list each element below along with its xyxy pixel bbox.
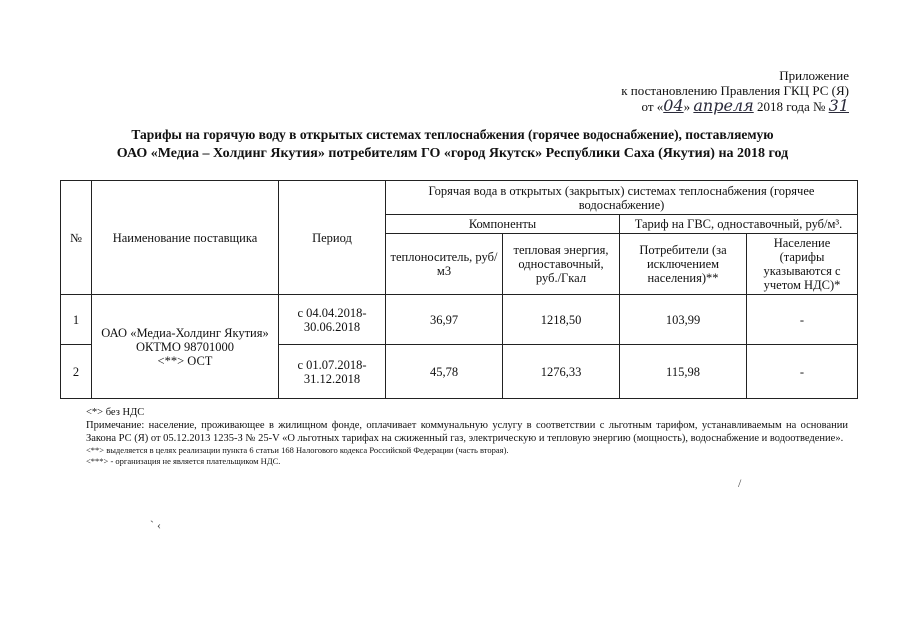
header-carrier: теплоноситель, руб/м3 <box>386 234 503 295</box>
note-tax-code: <**> выделяется в целях реализации пункта 6 статьи 168 Налогового кодекса Российской Федерации (часть вторая). <box>86 445 509 455</box>
row-no: 2 <box>61 345 92 399</box>
note-remark: Примечание: население, проживающее в жилищном фонде, оплачивает коммунальную услугу в соответствии с льготным тарифом, устанавливаемым на основании Закона РС (Я) от 05.12.2013 1235-З № 25-V «О льготных тарифах на сжиженный газ, электрическую и тепловую энергию (мощность), водоснабжение и водоотведение». <box>86 420 848 444</box>
header-period: Период <box>279 181 386 295</box>
row-period: с 04.04.2018- 30.06.2018 <box>279 295 386 345</box>
header-supplier: Наименование поставщика <box>92 181 279 295</box>
header-components: Компоненты <box>386 215 620 234</box>
appendix-resolution: к постановлению Правления ГКЦ РС (Я) <box>621 83 849 98</box>
row-no: 1 <box>61 295 92 345</box>
resolution-number: 31 <box>828 96 849 115</box>
tariff-table <box>60 180 858 399</box>
header-hot-water: Горячая вода в открытых (закрытых) системах теплоснабжения (горячее водоснабжение) <box>386 181 858 215</box>
note-vat: <*> без НДС <box>86 407 145 418</box>
header-population: Население (тарифы указываются с учетом НДС)* <box>747 234 858 295</box>
footnotes <box>86 406 848 467</box>
header-tariff: Тариф на ГВС, одноставочный, руб/м³. <box>620 215 858 234</box>
note-not-vat-payer: <***> - организация не является плательщиком НДС. <box>86 456 281 466</box>
date-month: апреля <box>693 96 754 115</box>
appendix-header <box>621 68 849 114</box>
row-period: с 01.07.2018- 31.12.2018 <box>279 345 386 399</box>
appendix-date: от «04» апреля 2018 года № 31 <box>641 96 849 115</box>
row-energy: 1218,50 <box>503 295 620 345</box>
scan-slash-mark: / <box>738 476 742 490</box>
scan-speck-mark: ` ‹ <box>150 518 161 532</box>
row-energy: 1276,33 <box>503 345 620 399</box>
row-population: - <box>747 295 858 345</box>
document-title-line1: Тарифы на горячую воду в открытых системах теплоснабжения (горячее водоснабжение), поставляемую <box>131 127 774 142</box>
header-no: № <box>61 181 92 295</box>
row-carrier: 45,78 <box>386 345 503 399</box>
document-title-line2: ОАО «Медиа – Холдинг Якутия» потребителям ГО «город Якутск» Республики Саха (Якутия) на 2018 год <box>116 146 789 161</box>
row-population: - <box>747 345 858 399</box>
row-consumers: 103,99 <box>620 295 747 345</box>
header-energy: тепловая энергия, одноставочный, руб./Гкал <box>503 234 620 295</box>
date-day: 04 <box>663 96 684 115</box>
row-consumers: 115,98 <box>620 345 747 399</box>
header-consumers: Потребители (за исключением населения)** <box>620 234 747 295</box>
table-row <box>61 295 858 345</box>
supplier-name: ОАО «Медиа-Холдинг Якутия» ОКТМО 98701000 <**> ОСТ <box>92 295 279 399</box>
row-carrier: 36,97 <box>386 295 503 345</box>
appendix-title: Приложение <box>779 68 849 83</box>
